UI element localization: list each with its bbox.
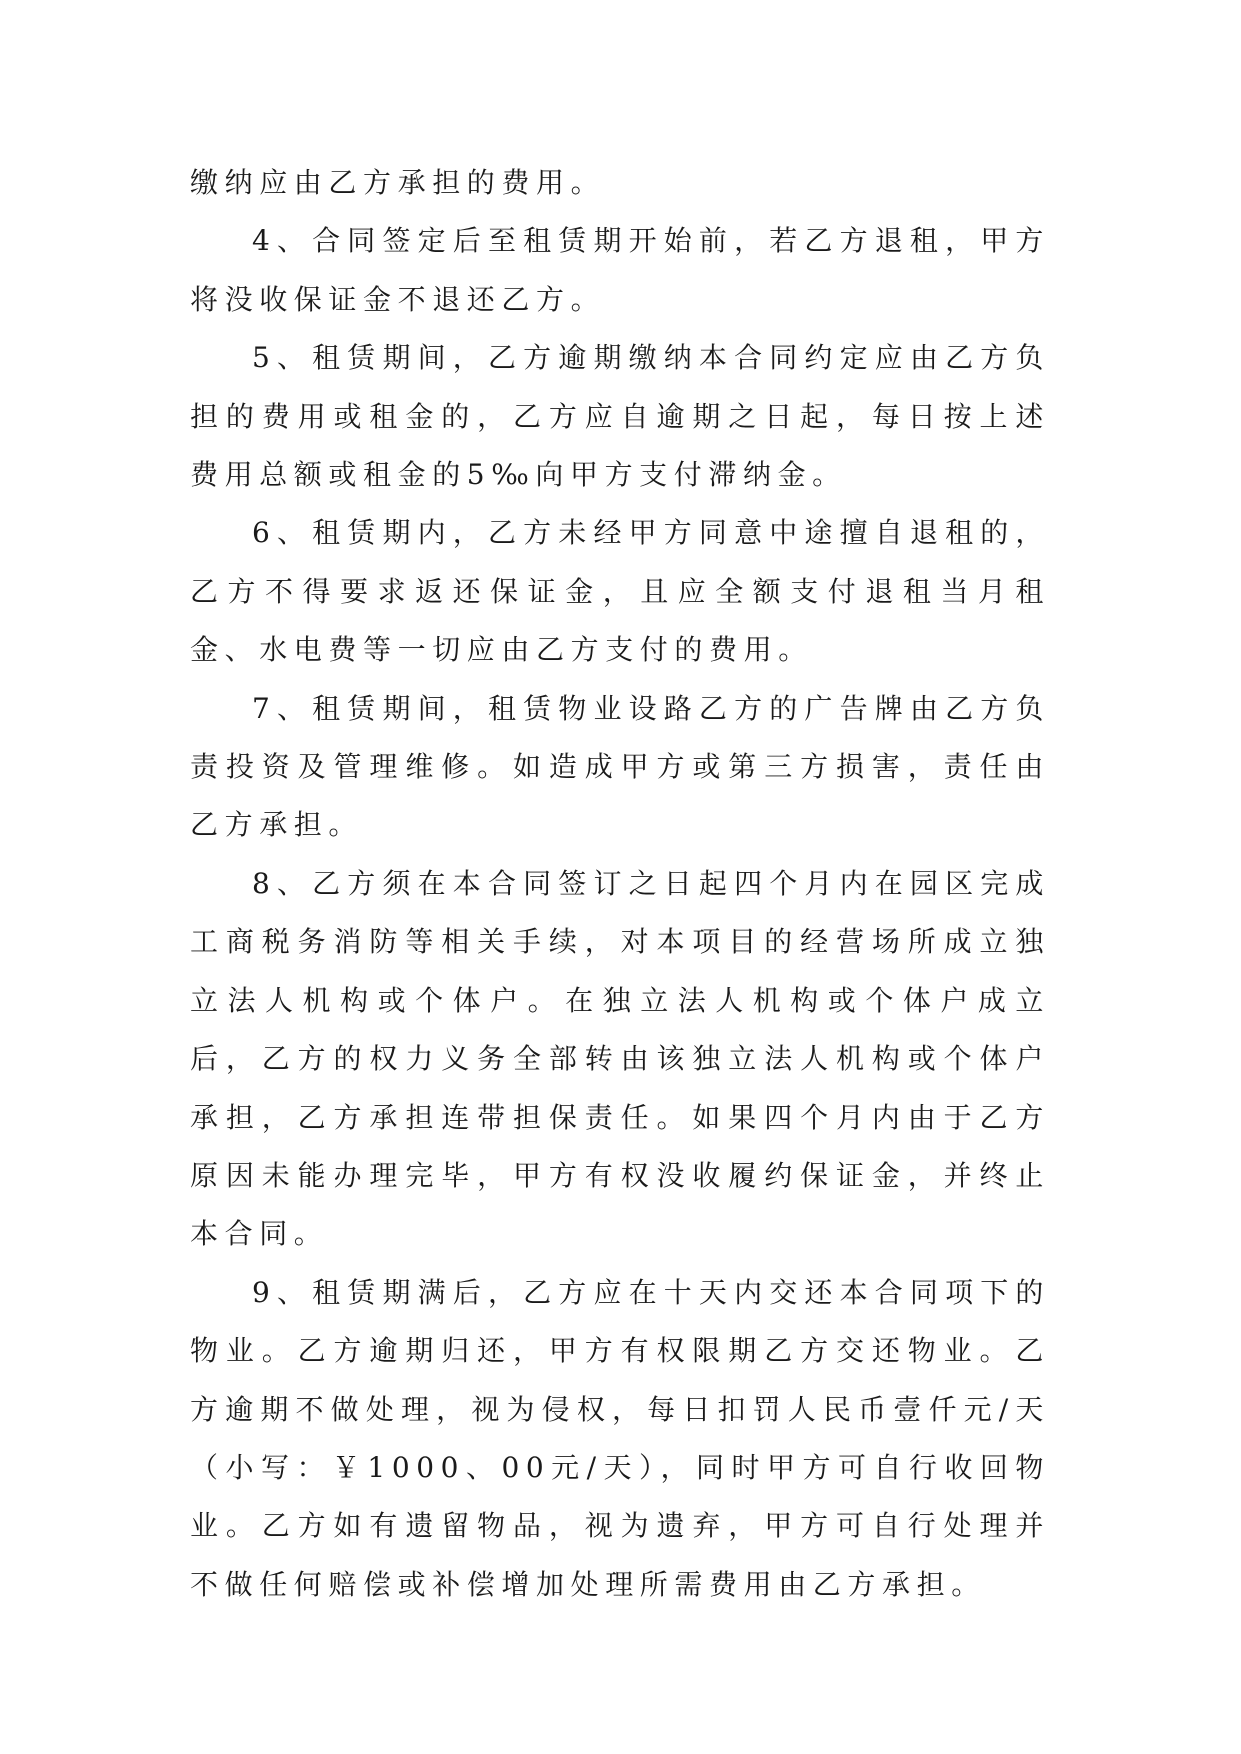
- document-body: [190, 154, 1050, 1614]
- paragraph-continuation: 缴纳应由乙方承担的费用。: [190, 166, 606, 199]
- paragraph-clause-8: 8、乙方须在本合同签订之日起四个月内在园区完成工商税务消防等相关手续，对本项目的经营场所成立独立法人机构或个体户。在独立法人机构或个体户成立后，乙方的权力义务全部转由该独立法人机构或个体户承担，乙方承担连带担保责任。如果四个月内由于乙方原因未能办理完毕，甲方有权没收履约保证金，并终止本合同。: [190, 866, 1050, 1251]
- paragraph-clause-6: 6、租赁期内，乙方未经甲方同意中途擅自退租的，乙方不得要求返还保证金，且应全额支付退租当月租金、水电费等一切应由乙方支付的费用。: [190, 516, 1050, 667]
- paragraph-clause-9: 9、租赁期满后，乙方应在十天内交还本合同项下的物业。乙方逾期归还，甲方有权限期乙方交还物业。乙方逾期不做处理，视为侵权，每日扣罚人民币壹仟元/天（小写：￥1000、00元/天），同时甲方可自行收回物业。乙方如有遗留物品，视为遗弃，甲方可自行处理并不做任何赔偿或补偿增加处理所需费用由乙方承担。: [190, 1275, 1050, 1601]
- paragraph-clause-5: 5、租赁期间，乙方逾期缴纳本合同约定应由乙方负担的费用或租金的，乙方应自逾期之日起，每日按上述费用总额或租金的5‰向甲方支付滞纳金。: [190, 341, 1050, 492]
- paragraph-clause-4: 4、合同签定后至租赁期开始前，若乙方退租，甲方将没收保证金不退还乙方。: [190, 224, 1050, 316]
- paragraph-clause-7: 7、租赁期间，租赁物业设路乙方的广告牌由乙方负责投资及管理维修。如造成甲方或第三方损害，责任由乙方承担。: [190, 691, 1050, 842]
